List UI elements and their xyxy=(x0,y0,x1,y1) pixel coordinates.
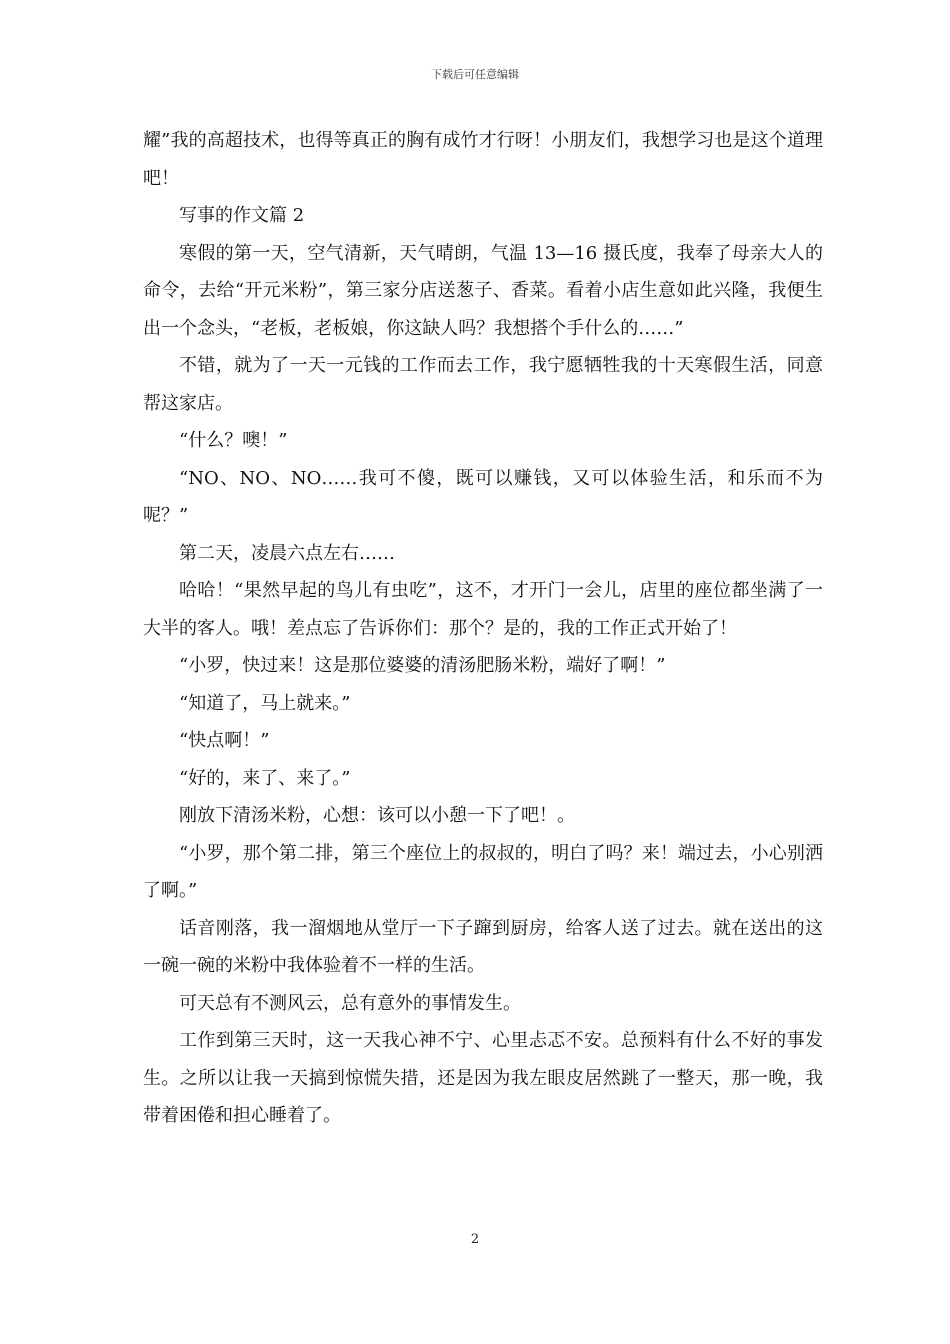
paragraph: “NO、NO、NO……我可不傻，既可以赚钱，又可以体验生活，和乐而不为呢？” xyxy=(143,467,823,526)
paragraph: 第二天，凌晨六点左右…… xyxy=(179,542,395,564)
paragraph: 耀”我的高超技术，也得等真正的胸有成竹才行呀！小朋友们，我想学习也是这个道理吧！ xyxy=(143,130,823,189)
page-header: 下载后可任意编辑 xyxy=(431,68,519,81)
paragraph: “快点啊！” xyxy=(179,730,270,751)
page-number: 2 xyxy=(470,1232,480,1247)
paragraph: “知道了，马上就来。” xyxy=(179,692,351,714)
paragraph: “什么？噢！” xyxy=(179,430,288,451)
paragraph: “小罗，快过来！这是那位婆婆的清汤肥肠米粉，端好了啊！” xyxy=(179,655,666,676)
paragraph: 刚放下清汤米粉，心想：该可以小憩一下了吧！。 xyxy=(179,805,575,826)
paragraph: 不错，就为了一天一元钱的工作而去工作，我宁愿牺牲我的十天寒假生活，同意帮这家店。 xyxy=(143,355,823,414)
paragraph: 工作到第三天时，这一天我心神不宁、心里忐忑不安。总预料有什么不好的事发生。之所以让我一天搞到惊慌失措，还是因为我左眼皮居然跳了一整天，那一晚，我带着困倦和担心睡着了。 xyxy=(143,1030,823,1126)
paragraph: 寒假的第一天，空气清新，天气晴朗，气温 13—16 摄氏度，我奉了母亲大人的命令，去给“开元米粉”，第三家分店送葱子、香菜。看着小店生意如此兴隆，我便生出一个念头，“老板，老板娘，你这缺人吗？我想搭个手什么的……” xyxy=(143,242,823,339)
paragraph: “小罗，那个第二排，第三个座位上的叔叔的，明白了吗？来！端过去，小心别洒了啊。” xyxy=(143,842,823,901)
paragraph: 哈哈！“果然早起的鸟儿有虫吃”，这不，才开门一会儿，店里的座位都坐满了一大半的客人。哦！差点忘了告诉你们：那个？是的，我的工作正式开始了！ xyxy=(143,580,823,639)
section-heading: 写事的作文篇 2 xyxy=(179,205,305,226)
paragraph: “好的，来了、来了。” xyxy=(179,767,351,789)
paragraph: 话音刚落，我一溜烟地从堂厅一下子蹿到厨房，给客人送了过去。就在送出的这一碗一碗的米粉中我体验着不一样的生活。 xyxy=(143,917,823,976)
paragraph: 可天总有不测风云，总有意外的事情发生。 xyxy=(179,992,521,1014)
document-body xyxy=(143,122,823,1135)
